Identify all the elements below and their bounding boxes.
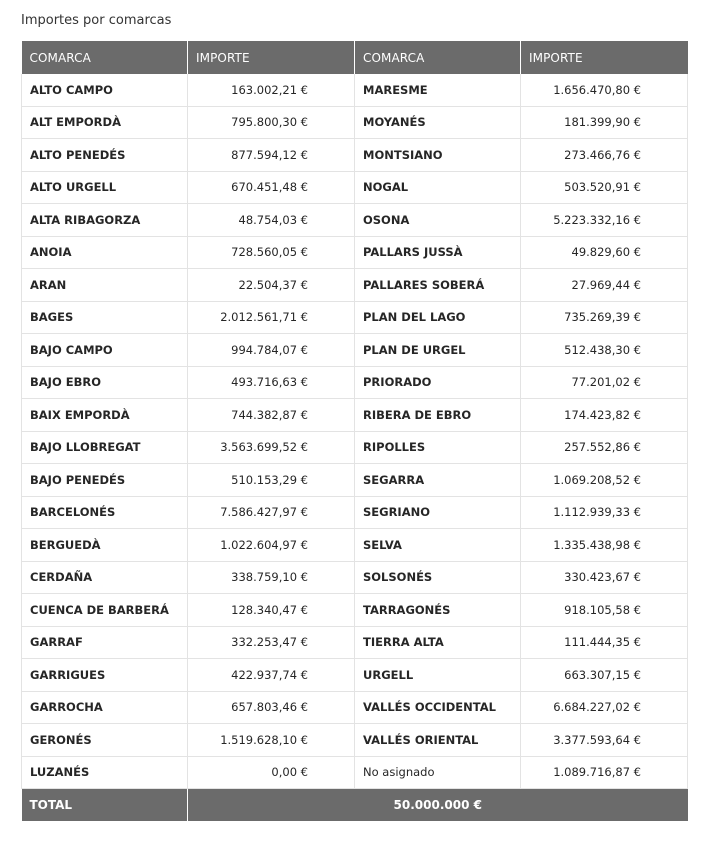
importe-right: 1.656.470,80 € xyxy=(521,74,688,106)
importe-left: 657.803,46 € xyxy=(188,691,355,724)
importe-left: 163.002,21 € xyxy=(188,74,355,106)
importe-right: 5.223.332,16 € xyxy=(521,204,688,237)
table-row xyxy=(22,561,688,594)
importe-right: 111.444,35 € xyxy=(521,626,688,659)
comarca-name-left: CUENCA DE BARBERÁ xyxy=(22,594,188,627)
table-row xyxy=(22,691,688,724)
comarcas-table xyxy=(21,41,688,821)
table-row xyxy=(22,204,688,237)
table-row xyxy=(22,431,688,464)
comarca-name-right: VALLÉS OCCIDENTAL xyxy=(355,691,521,724)
table-row xyxy=(22,269,688,302)
comarca-name-left: LUZANÉS xyxy=(22,756,188,789)
table-row xyxy=(22,106,688,139)
importe-right: 1.112.939,33 € xyxy=(521,496,688,529)
importe-left: 1.022.604,97 € xyxy=(188,529,355,562)
header-comarca-left: COMARCA xyxy=(22,41,188,74)
comarca-name-right: RIPOLLES xyxy=(355,431,521,464)
importe-right: 273.466,76 € xyxy=(521,139,688,172)
header-comarca-right: COMARCA xyxy=(355,41,521,74)
importe-left: 2.012.561,71 € xyxy=(188,301,355,334)
importe-left: 3.563.699,52 € xyxy=(188,431,355,464)
comarca-name-right: PLAN DEL LAGO xyxy=(355,301,521,334)
comarca-name-right: SEGARRA xyxy=(355,464,521,497)
comarca-name-left: BAJO EBRO xyxy=(22,366,188,399)
importe-right: 663.307,15 € xyxy=(521,659,688,692)
total-label: TOTAL xyxy=(22,789,188,822)
importe-left: 510.153,29 € xyxy=(188,464,355,497)
importe-right: 1.089.716,87 € xyxy=(521,756,688,789)
table-row xyxy=(22,464,688,497)
importe-left: 795.800,30 € xyxy=(188,106,355,139)
comarca-name-right: TARRAGONÉS xyxy=(355,594,521,627)
table-header-row xyxy=(22,41,688,74)
importe-right: 512.438,30 € xyxy=(521,334,688,367)
page-title: Importes por comarcas xyxy=(21,13,172,28)
importe-right: 735.269,39 € xyxy=(521,301,688,334)
table-row xyxy=(22,724,688,757)
comarca-name-right: PALLARS JUSSÀ xyxy=(355,236,521,269)
importe-left: 48.754,03 € xyxy=(188,204,355,237)
table-row xyxy=(22,171,688,204)
importe-left: 0,00 € xyxy=(188,756,355,789)
table-row xyxy=(22,399,688,432)
importe-left: 128.340,47 € xyxy=(188,594,355,627)
importe-right: 181.399,90 € xyxy=(521,106,688,139)
table-row xyxy=(22,301,688,334)
importe-right: 1.069.208,52 € xyxy=(521,464,688,497)
comarca-name-right: NOGAL xyxy=(355,171,521,204)
comarca-name-left: ALTO CAMPO xyxy=(22,74,188,106)
comarca-name-left: GARRAF xyxy=(22,626,188,659)
comarca-name-right: MARESME xyxy=(355,74,521,106)
table-row xyxy=(22,236,688,269)
table-row xyxy=(22,659,688,692)
importe-left: 994.784,07 € xyxy=(188,334,355,367)
table-row xyxy=(22,594,688,627)
importe-right: 503.520,91 € xyxy=(521,171,688,204)
total-value: 50.000.000 € xyxy=(188,789,688,822)
table-row xyxy=(22,139,688,172)
comarca-name-right: SEGRIANO xyxy=(355,496,521,529)
importe-left: 728.560,05 € xyxy=(188,236,355,269)
comarca-name-left: BAGES xyxy=(22,301,188,334)
importe-left: 422.937,74 € xyxy=(188,659,355,692)
comarca-name-left: BAJO LLOBREGAT xyxy=(22,431,188,464)
comarca-name-right: PALLARES SOBERÁ xyxy=(355,269,521,302)
importe-right: 918.105,58 € xyxy=(521,594,688,627)
comarca-name-left: GARRIGUES xyxy=(22,659,188,692)
comarca-name-left: BAIX EMPORDÀ xyxy=(22,399,188,432)
comarca-name-left: BAJO CAMPO xyxy=(22,334,188,367)
comarca-name-right: VALLÉS ORIENTAL xyxy=(355,724,521,757)
importe-right: 330.423,67 € xyxy=(521,561,688,594)
importe-right: 3.377.593,64 € xyxy=(521,724,688,757)
comarca-name-left: ALTA RIBAGORZA xyxy=(22,204,188,237)
comarca-name-right: MONTSIANO xyxy=(355,139,521,172)
comarca-name-right: SELVA xyxy=(355,529,521,562)
comarca-name-right: TIERRA ALTA xyxy=(355,626,521,659)
comarca-name-right: MOYANÉS xyxy=(355,106,521,139)
importe-left: 338.759,10 € xyxy=(188,561,355,594)
table-row xyxy=(22,626,688,659)
importe-right: 1.335.438,98 € xyxy=(521,529,688,562)
comarca-name-right: SOLSONÉS xyxy=(355,561,521,594)
comarca-name-left: ANOIA xyxy=(22,236,188,269)
comarca-name-left: ALTO URGELL xyxy=(22,171,188,204)
comarca-name-left: ALTO PENEDÉS xyxy=(22,139,188,172)
importe-left: 22.504,37 € xyxy=(188,269,355,302)
table-row xyxy=(22,74,688,106)
table-row xyxy=(22,756,688,789)
importe-left: 7.586.427,97 € xyxy=(188,496,355,529)
comarca-name-right: RIBERA DE EBRO xyxy=(355,399,521,432)
comarca-name-right: No asignado xyxy=(355,756,521,789)
table-row xyxy=(22,496,688,529)
comarca-name-left: BERGUEDÀ xyxy=(22,529,188,562)
table-row xyxy=(22,529,688,562)
comarca-name-right: URGELL xyxy=(355,659,521,692)
header-importe-left: IMPORTE xyxy=(188,41,355,74)
importe-right: 257.552,86 € xyxy=(521,431,688,464)
importe-right: 27.969,44 € xyxy=(521,269,688,302)
importe-right: 49.829,60 € xyxy=(521,236,688,269)
total-row xyxy=(22,789,688,822)
importe-left: 877.594,12 € xyxy=(188,139,355,172)
comarca-name-left: GERONÉS xyxy=(22,724,188,757)
importe-right: 174.423,82 € xyxy=(521,399,688,432)
comarca-name-right: PLAN DE URGEL xyxy=(355,334,521,367)
table-row xyxy=(22,334,688,367)
comarca-name-right: OSONA xyxy=(355,204,521,237)
table-row xyxy=(22,366,688,399)
importe-left: 744.382,87 € xyxy=(188,399,355,432)
comarca-name-left: BARCELONÉS xyxy=(22,496,188,529)
comarca-name-left: BAJO PENEDÉS xyxy=(22,464,188,497)
importe-left: 332.253,47 € xyxy=(188,626,355,659)
comarca-name-right: PRIORADO xyxy=(355,366,521,399)
importe-right: 6.684.227,02 € xyxy=(521,691,688,724)
importe-left: 670.451,48 € xyxy=(188,171,355,204)
importe-right: 77.201,02 € xyxy=(521,366,688,399)
comarca-name-left: ARAN xyxy=(22,269,188,302)
comarca-name-left: ALT EMPORDÀ xyxy=(22,106,188,139)
header-importe-right: IMPORTE xyxy=(521,41,688,74)
comarca-name-left: GARROCHA xyxy=(22,691,188,724)
comarca-name-left: CERDAÑA xyxy=(22,561,188,594)
importe-left: 493.716,63 € xyxy=(188,366,355,399)
importe-left: 1.519.628,10 € xyxy=(188,724,355,757)
